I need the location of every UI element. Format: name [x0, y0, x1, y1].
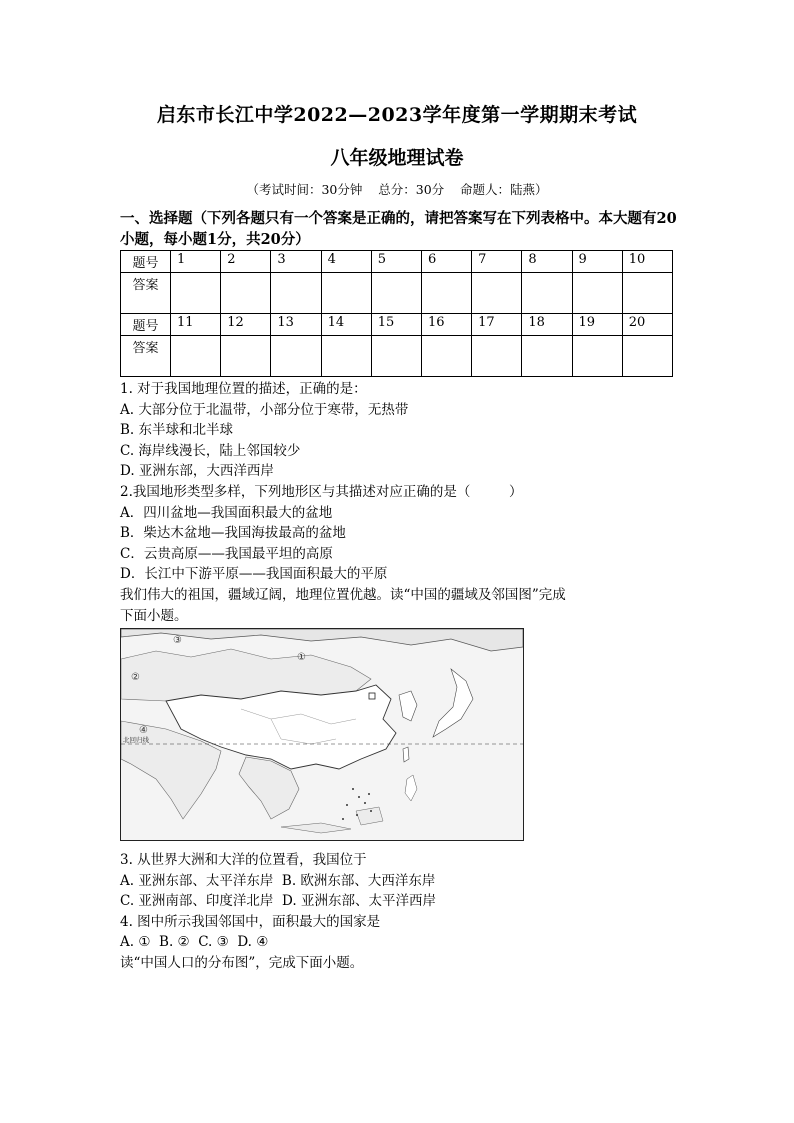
answer-cell[interactable]: [321, 273, 371, 314]
answer-cell[interactable]: [171, 273, 221, 314]
answer-cell[interactable]: [522, 336, 572, 377]
answer-cell[interactable]: [271, 273, 321, 314]
question-number: 6: [421, 251, 471, 273]
question-number: 17: [472, 314, 522, 336]
answer-cell[interactable]: [472, 273, 522, 314]
answer-cell[interactable]: [221, 273, 271, 314]
answer-row: [121, 336, 673, 377]
answer-cell[interactable]: [171, 336, 221, 377]
answer-option: B．柴达木盆地—我国海拔最高的盆地: [120, 525, 346, 542]
question-number: 4: [321, 251, 371, 273]
answer-cell[interactable]: [572, 273, 622, 314]
number-label: 题号: [121, 314, 171, 336]
question-number: 20: [622, 314, 672, 336]
answer-cell[interactable]: [371, 336, 421, 377]
question-number: 18: [522, 314, 572, 336]
answer-cell[interactable]: [321, 336, 371, 377]
answer-cell[interactable]: [522, 273, 572, 314]
question-number: 8: [522, 251, 572, 273]
question-number: 13: [271, 314, 321, 336]
answer-option: A．四川盆地—我国面积最大的盆地: [120, 504, 333, 521]
question-number: 14: [321, 314, 371, 336]
answer-label: 答案: [121, 273, 171, 314]
answer-option: A. 亚洲东部、太平洋东岸 B. 欧洲东部、大西洋东岸: [120, 872, 436, 889]
tropic-label: 北回归线: [123, 736, 149, 744]
passage-intro: 下面小题。: [120, 607, 188, 624]
question-number: 3: [271, 251, 321, 273]
question-number: 5: [371, 251, 421, 273]
map-label-4: ④: [139, 725, 148, 736]
question-number: 19: [572, 314, 622, 336]
exam-info: （考试时间：30分钟 总分：30分 命题人：陆燕）: [246, 182, 548, 197]
map-drawing: [121, 629, 523, 840]
question-stem: 2.我国地形类型多样，下列地形区与其描述对应正确的是（ ）: [120, 483, 523, 500]
question-number: 11: [171, 314, 221, 336]
question-number: 9: [572, 251, 622, 273]
answer-option: A. ① B. ② C. ③ D. ④: [120, 934, 269, 951]
question-stem: 4. 图中所示我国邻国中，面积最大的国家是: [120, 913, 381, 930]
answer-option: C．云贵高原——我国最平坦的高原: [120, 545, 333, 562]
answer-option: A. 大部分位于北温带，小部分位于寒带，无热带: [120, 401, 409, 418]
answer-cell[interactable]: [221, 336, 271, 377]
answer-table: [120, 250, 673, 377]
answer-cell[interactable]: [622, 273, 672, 314]
answer-label: 答案: [121, 336, 171, 377]
answer-cell[interactable]: [622, 336, 672, 377]
answer-cell[interactable]: [572, 336, 622, 377]
answer-option: D. 亚洲东部，大西洋西岸: [120, 463, 274, 480]
map-label-3: ③: [173, 635, 182, 646]
answer-cell[interactable]: [271, 336, 321, 377]
answer-cell[interactable]: [421, 273, 471, 314]
question-block-3-4: [120, 850, 690, 974]
question-number: 16: [421, 314, 471, 336]
question-number-row: [121, 314, 673, 336]
answer-row: [121, 273, 673, 314]
question-number: 10: [622, 251, 672, 273]
question-number: 7: [472, 251, 522, 273]
question-block-1-2: [120, 379, 690, 626]
question-number: 12: [221, 314, 271, 336]
exam-title: 启东市长江中学2022—2023学年度第一学期期末考试: [156, 104, 638, 126]
passage-intro: 读“中国人口的分布图”，完成下面小题。: [120, 954, 364, 971]
number-label: 题号: [121, 251, 171, 273]
answer-cell[interactable]: [421, 336, 471, 377]
map-label-2: ②: [131, 672, 140, 683]
answer-option: C. 海岸线漫长，陆上邻国较少: [120, 442, 301, 459]
answer-option: D．长江中下游平原——我国面积最大的平原: [120, 566, 388, 583]
answer-cell[interactable]: [371, 273, 421, 314]
question-number: 2: [221, 251, 271, 273]
map-figure: [120, 628, 524, 841]
passage-intro: 我们伟大的祖国，疆域辽阔，地理位置优越。读“中国的疆域及邻国图”完成: [120, 586, 566, 603]
answer-option: B. 东半球和北半球: [120, 422, 234, 439]
map-label-1: ①: [297, 652, 306, 663]
question-number: 15: [371, 314, 421, 336]
section-heading: 一、选择题（下列各题只有一个答案是正确的，请把答案写在下列表格中。本大题有20小题，每小题1分，共20分）: [120, 210, 677, 248]
question-number-row: [121, 251, 673, 273]
exam-subtitle: 八年级地理试卷: [330, 147, 464, 169]
question-stem: 1. 对于我国地理位置的描述，正确的是：: [120, 381, 367, 397]
question-stem: 3. 从世界大洲和大洋的位置看，我国位于: [120, 852, 367, 868]
answer-option: C. 亚洲南部、印度洋北岸 D. 亚洲东部、太平洋西岸: [120, 893, 436, 910]
question-number: 1: [171, 251, 221, 273]
answer-cell[interactable]: [472, 336, 522, 377]
